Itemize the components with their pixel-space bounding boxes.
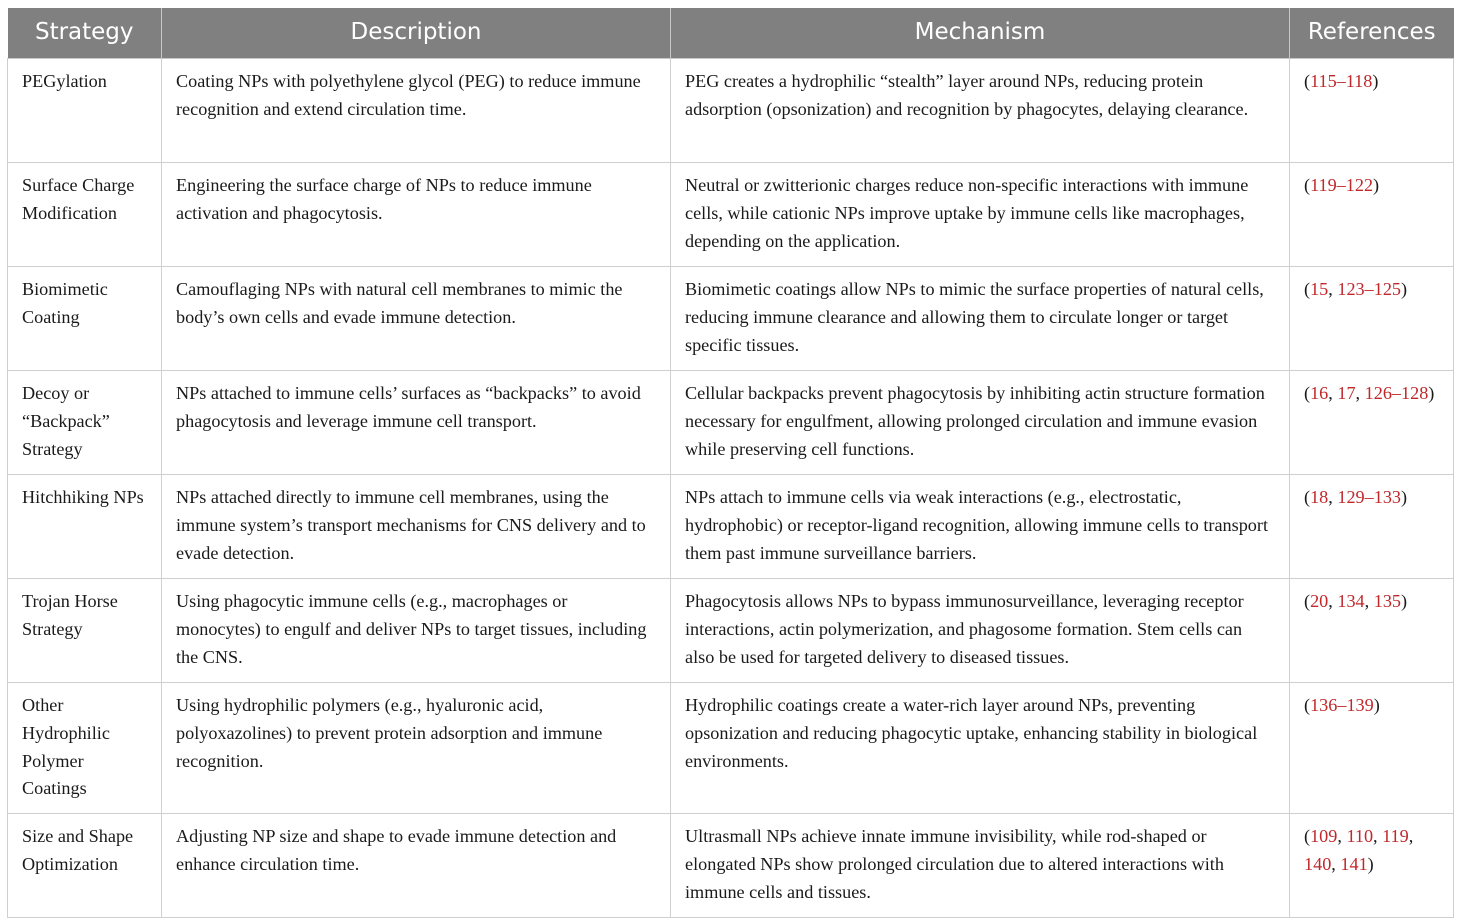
ref-separator: , xyxy=(1328,383,1338,403)
cell-mechanism xyxy=(671,579,1290,683)
cell-strategy-text: Surface Charge Modification xyxy=(22,175,135,223)
cell-description xyxy=(162,163,671,267)
reference-link[interactable]: 18 xyxy=(1310,487,1329,507)
reference-link[interactable]: 109 xyxy=(1310,826,1338,846)
cell-mechanism-text: NPs attach to immune cells via weak interactions (e.g., electrostatic, hydrophobic) or receptor-ligand recognition, allowing immune cells to transport them past immune surveillance barriers. xyxy=(685,487,1268,563)
cell-references xyxy=(1290,814,1454,918)
ref-open-paren: ( xyxy=(1304,591,1311,611)
table-row xyxy=(8,267,1454,371)
ref-open-paren: ( xyxy=(1304,383,1311,403)
table-row xyxy=(8,59,1454,163)
cell-strategy-text: Hitchhiking NPs xyxy=(22,487,144,507)
reference-link[interactable]: 129–133 xyxy=(1337,487,1401,507)
cell-mechanism xyxy=(671,475,1290,579)
reference-link[interactable]: 119–122 xyxy=(1310,175,1374,195)
cell-description xyxy=(162,59,671,163)
cell-description xyxy=(162,579,671,683)
cell-strategy-text: Biomimetic Coating xyxy=(22,279,108,327)
ref-close-paren: ) xyxy=(1401,487,1408,507)
table-body xyxy=(8,59,1454,918)
cell-description-text: Camouflaging NPs with natural cell membranes to mimic the body’s own cells and evade immune detection. xyxy=(176,279,623,327)
references-list xyxy=(1304,487,1407,507)
cell-mechanism xyxy=(671,814,1290,918)
cell-description-text: Coating NPs with polyethylene glycol (PEG) to reduce immune recognition and extend circulation time. xyxy=(176,71,641,119)
header-strategy: Strategy xyxy=(8,8,162,59)
table-row xyxy=(8,683,1454,814)
ref-separator: , xyxy=(1328,487,1338,507)
cell-strategy-text: Size and Shape Optimization xyxy=(22,826,134,874)
cell-strategy-text: Other Hydrophilic Polymer Coatings xyxy=(22,695,110,799)
cell-strategy xyxy=(8,683,162,814)
ref-close-paren: ) xyxy=(1372,71,1379,91)
table-row xyxy=(8,475,1454,579)
cell-strategy xyxy=(8,371,162,475)
cell-description-text: Using hydrophilic polymers (e.g., hyaluronic acid, polyoxazolines) to prevent protein adsorption and immune recognition. xyxy=(176,695,603,771)
references-list xyxy=(1304,383,1434,403)
cell-strategy xyxy=(8,475,162,579)
ref-open-paren: ( xyxy=(1304,695,1311,715)
cell-mechanism-text: PEG creates a hydrophilic “stealth” layer around NPs, reducing protein adsorption (opsonization) and recognition by phagocytes, delaying clearance. xyxy=(685,71,1249,119)
cell-references xyxy=(1290,163,1454,267)
ref-open-paren: ( xyxy=(1304,487,1311,507)
cell-description xyxy=(162,683,671,814)
cell-mechanism xyxy=(671,683,1290,814)
reference-link[interactable]: 140 xyxy=(1304,853,1332,874)
table-row xyxy=(8,579,1454,683)
cell-references xyxy=(1290,59,1454,163)
reference-link[interactable]: 17 xyxy=(1337,383,1356,403)
reference-link[interactable]: 135 xyxy=(1373,591,1401,611)
cell-references xyxy=(1290,683,1454,814)
table-row xyxy=(8,814,1454,918)
references-list xyxy=(1304,175,1379,195)
cell-references xyxy=(1290,579,1454,683)
cell-description-text: Using phagocytic immune cells (e.g., macrophages or monocytes) to engulf and deliver NPs to target tissues, including the CNS. xyxy=(176,591,647,667)
cell-mechanism xyxy=(671,267,1290,371)
ref-separator: , xyxy=(1408,826,1414,846)
reference-link[interactable]: 141 xyxy=(1340,853,1368,874)
references-list xyxy=(1304,826,1413,874)
cell-references xyxy=(1290,267,1454,371)
cell-strategy xyxy=(8,267,162,371)
cell-description-text: NPs attached to immune cells’ surfaces as “backpacks” to avoid phagocytosis and leverage immune cell transport. xyxy=(176,383,641,431)
cell-description-text: Engineering the surface charge of NPs to reduce immune activation and phagocytosis. xyxy=(176,175,592,223)
cell-description xyxy=(162,267,671,371)
ref-separator: , xyxy=(1328,591,1338,611)
ref-close-paren: ) xyxy=(1373,695,1380,715)
cell-strategy-text: PEGylation xyxy=(22,71,107,91)
ref-close-paren: ) xyxy=(1373,175,1380,195)
ref-separator: , xyxy=(1331,853,1341,874)
reference-link[interactable]: 136–139 xyxy=(1310,695,1374,715)
reference-link[interactable]: 16 xyxy=(1310,383,1329,403)
references-list xyxy=(1304,71,1378,91)
header-row xyxy=(8,8,1454,59)
cell-mechanism-text: Ultrasmall NPs achieve innate immune invisibility, while rod-shaped or elongated NPs show prolonged circulation due to altered interactions with immune cells and tissues. xyxy=(685,826,1224,902)
cell-mechanism xyxy=(671,59,1290,163)
header-description: Description xyxy=(162,8,671,59)
references-list xyxy=(1304,279,1407,299)
reference-link[interactable]: 126–128 xyxy=(1364,383,1429,403)
cell-mechanism-text: Cellular backpacks prevent phagocytosis by inhibiting actin structure formation necessary for engulfment, allowing prolonged circulation and immune evasion while preserving cell functions. xyxy=(685,383,1265,459)
cell-strategy xyxy=(8,163,162,267)
header-references: References xyxy=(1290,8,1454,59)
ref-open-paren: ( xyxy=(1304,71,1311,91)
ref-separator: , xyxy=(1355,383,1365,403)
ref-separator: , xyxy=(1364,591,1374,611)
cell-mechanism xyxy=(671,371,1290,475)
cell-description xyxy=(162,475,671,579)
ref-open-paren: ( xyxy=(1304,279,1311,299)
ref-separator: , xyxy=(1328,279,1338,299)
strategies-table xyxy=(7,8,1454,918)
references-list xyxy=(1304,591,1407,611)
cell-mechanism-text: Biomimetic coatings allow NPs to mimic the surface properties of natural cells, reducing immune clearance and allowing them to circulate longer or target specific tissues. xyxy=(685,279,1264,355)
header-mechanism: Mechanism xyxy=(671,8,1290,59)
reference-link[interactable]: 134 xyxy=(1337,591,1365,611)
cell-strategy-text: Decoy or “Backpack” Strategy xyxy=(22,383,110,459)
cell-strategy-text: Trojan Horse Strategy xyxy=(22,591,118,639)
ref-close-paren: ) xyxy=(1401,279,1408,299)
reference-link[interactable]: 20 xyxy=(1310,591,1329,611)
cell-description-text: Adjusting NP size and shape to evade immune detection and enhance circulation time. xyxy=(176,826,617,874)
strategies-table-container xyxy=(7,8,1453,918)
cell-references xyxy=(1290,475,1454,579)
table-row xyxy=(8,163,1454,267)
reference-link[interactable]: 110 xyxy=(1346,826,1374,846)
ref-close-paren: ) xyxy=(1428,383,1435,403)
reference-link[interactable]: 123–125 xyxy=(1337,279,1401,299)
cell-mechanism-text: Phagocytosis allows NPs to bypass immunosurveillance, leveraging receptor interactions, actin polymerization, and phagosome formation. Stem cells can also be used for targeted delivery to diseased tissues. xyxy=(685,591,1244,667)
ref-separator: , xyxy=(1373,826,1383,846)
cell-strategy xyxy=(8,59,162,163)
cell-references xyxy=(1290,371,1454,475)
cell-description-text: NPs attached directly to immune cell membranes, using the immune system’s transport mechanisms for CNS delivery and to evade detection. xyxy=(176,487,646,563)
ref-separator: , xyxy=(1337,826,1347,846)
cell-strategy xyxy=(8,579,162,683)
cell-mechanism-text: Hydrophilic coatings create a water-rich layer around NPs, preventing opsonization and reducing phagocytic uptake, enhancing stability in biological environments. xyxy=(685,695,1258,771)
ref-open-paren: ( xyxy=(1304,175,1311,195)
table-row xyxy=(8,371,1454,475)
reference-link[interactable]: 115–118 xyxy=(1310,71,1373,91)
ref-open-paren: ( xyxy=(1304,826,1311,846)
table-header xyxy=(8,8,1454,59)
cell-strategy xyxy=(8,814,162,918)
ref-close-paren: ) xyxy=(1367,853,1374,874)
reference-link[interactable]: 15 xyxy=(1310,279,1329,299)
cell-description xyxy=(162,814,671,918)
cell-mechanism xyxy=(671,163,1290,267)
ref-close-paren: ) xyxy=(1401,591,1408,611)
cell-description xyxy=(162,371,671,475)
reference-link[interactable]: 119 xyxy=(1382,826,1409,846)
references-list xyxy=(1304,695,1380,715)
cell-mechanism-text: Neutral or zwitterionic charges reduce non-specific interactions with immune cells, while cationic NPs improve uptake by immune cells like macrophages, depending on the application. xyxy=(685,175,1249,251)
